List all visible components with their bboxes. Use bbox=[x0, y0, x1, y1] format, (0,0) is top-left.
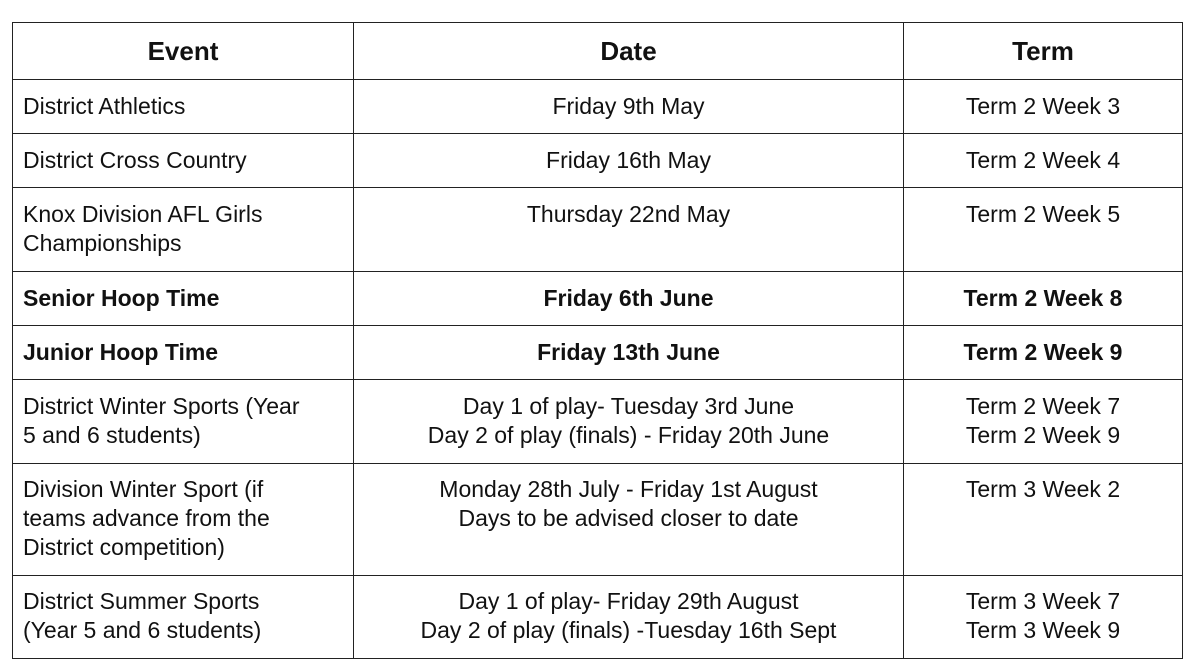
date-text: Friday 6th June bbox=[543, 285, 714, 311]
table-row bbox=[13, 464, 1183, 576]
table-row-highlighted bbox=[13, 326, 1183, 380]
term-text: Term 2 Week 7 bbox=[965, 393, 1121, 419]
event-cell bbox=[13, 272, 354, 326]
term-cell bbox=[904, 188, 1183, 272]
event-cell bbox=[13, 464, 354, 576]
event-text: Knox Division AFL Girls bbox=[23, 201, 263, 227]
table-row-highlighted bbox=[13, 272, 1183, 326]
event-text: Junior Hoop Time bbox=[23, 339, 219, 365]
date-text: Day 1 of play- Friday 29th August bbox=[458, 588, 799, 614]
term-text: Term 3 Week 2 bbox=[965, 476, 1121, 502]
term-text: Term 2 Week 9 bbox=[965, 422, 1121, 448]
date-cell bbox=[354, 464, 904, 576]
event-cell bbox=[13, 134, 354, 188]
term-text: Term 2 Week 4 bbox=[965, 147, 1121, 173]
date-text: Friday 9th May bbox=[552, 93, 705, 119]
event-text: Championships bbox=[23, 230, 182, 256]
table-row bbox=[13, 576, 1183, 659]
date-cell bbox=[354, 380, 904, 464]
table-header-row bbox=[13, 23, 1183, 80]
date-text: Days to be advised closer to date bbox=[458, 505, 799, 531]
event-text: 5 and 6 students) bbox=[23, 422, 201, 448]
event-text: District competition) bbox=[23, 534, 225, 560]
table-row bbox=[13, 80, 1183, 134]
date-cell bbox=[354, 134, 904, 188]
event-text: District Summer Sports bbox=[23, 588, 260, 614]
event-cell bbox=[13, 326, 354, 380]
events-table-container bbox=[12, 22, 1182, 659]
table-row bbox=[13, 380, 1183, 464]
date-text: Thursday 22nd May bbox=[526, 201, 731, 227]
date-text: Friday 13th June bbox=[537, 339, 720, 365]
event-text: teams advance from the bbox=[23, 505, 270, 531]
header-event: Event bbox=[13, 23, 354, 80]
date-cell bbox=[354, 326, 904, 380]
date-text: Monday 28th July - Friday 1st August bbox=[439, 476, 818, 502]
date-cell bbox=[354, 80, 904, 134]
date-text: Day 1 of play- Tuesday 3rd June bbox=[462, 393, 795, 419]
term-cell bbox=[904, 134, 1183, 188]
table-row bbox=[13, 188, 1183, 272]
event-cell bbox=[13, 188, 354, 272]
term-text: Term 2 Week 8 bbox=[963, 285, 1123, 311]
term-cell bbox=[904, 576, 1183, 659]
term-cell bbox=[904, 380, 1183, 464]
term-text: Term 2 Week 3 bbox=[965, 93, 1121, 119]
event-text: District Cross Country bbox=[23, 147, 247, 173]
event-cell bbox=[13, 380, 354, 464]
date-cell bbox=[354, 576, 904, 659]
header-date: Date bbox=[354, 23, 904, 80]
event-text: District Athletics bbox=[23, 93, 186, 119]
event-cell bbox=[13, 576, 354, 659]
event-cell bbox=[13, 80, 354, 134]
date-text: Friday 16th May bbox=[546, 147, 711, 173]
event-text: District Winter Sports (Year bbox=[23, 393, 300, 419]
event-text: Senior Hoop Time bbox=[23, 285, 220, 311]
date-text: Day 2 of play (finals) -Tuesday 16th Sept bbox=[420, 617, 837, 643]
date-text: Day 2 of play (finals) - Friday 20th June bbox=[427, 422, 830, 448]
term-text: Term 3 Week 9 bbox=[965, 617, 1121, 643]
term-cell bbox=[904, 272, 1183, 326]
term-text: Term 2 Week 9 bbox=[963, 339, 1123, 365]
date-cell bbox=[354, 272, 904, 326]
header-term: Term bbox=[904, 23, 1183, 80]
term-cell bbox=[904, 326, 1183, 380]
date-cell bbox=[354, 188, 904, 272]
event-text: (Year 5 and 6 students) bbox=[23, 617, 262, 643]
table-row bbox=[13, 134, 1183, 188]
events-table bbox=[12, 22, 1183, 659]
term-cell bbox=[904, 80, 1183, 134]
term-text: Term 3 Week 7 bbox=[965, 588, 1121, 614]
term-cell bbox=[904, 464, 1183, 576]
term-text: Term 2 Week 5 bbox=[965, 201, 1121, 227]
event-text: Division Winter Sport (if bbox=[23, 476, 264, 502]
